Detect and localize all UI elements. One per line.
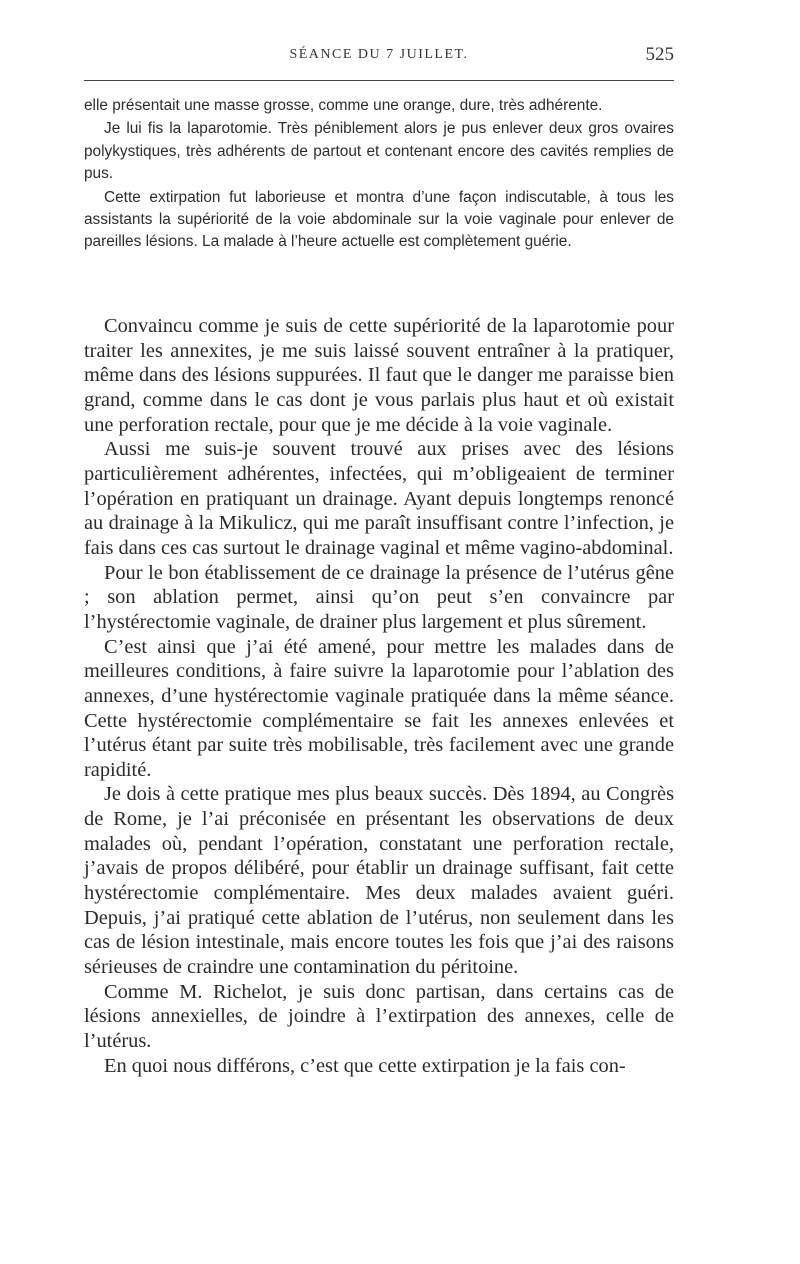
small-paragraph: Cette extirpation fut laborieuse et montra d’une façon indiscutable, à tous les assistants la supériorité de la voie abdominale sur la voie vaginale pour enlever de pareilles lésions. La malade à l’heure actuelle est complètement guérie.: [84, 188, 674, 251]
body-paragraph: Convaincu comme je suis de cette supériorité de la laparotomie pour traiter les annexites, je me suis laissé souvent entraîner à la pratiquer, même dans des lésions suppurées. Il faut que le danger me paraisse bien grand, comme dans le cas dont je vous parlais plus haut et où existait une perforation rectale, pour que je me décide à la voie vaginale.: [84, 315, 674, 436]
main-text-section: [84, 314, 674, 1078]
body-paragraph: Comme M. Richelot, je suis donc partisan, dans certains cas de lésions annexielles, de joindre à l’extirpation des annexes, celle de l’utérus.: [84, 980, 674, 1053]
body-paragraph: En quoi nous différons, c’est que cette extirpation je la fais con-: [104, 1054, 626, 1077]
body-paragraph: C’est ainsi que j’ai été amené, pour mettre les malades dans de meilleures conditions, à faire suivre la laparotomie pour l’ablation des annexes, d’une hystérectomie vaginale pratiquée dans la même séance. Cette hystérectomie complémentaire se fait les annexes enlevées et l’utérus étant par suite très mobilisable, très facilement avec une grande rapidité.: [84, 635, 674, 781]
page-number: 525: [645, 44, 674, 65]
body-paragraph: Pour le bon établissement de ce drainage la présence de l’utérus gêne ; son ablation permet, ainsi qu’on peut s’en convaincre par l’hystérectomie vaginale, de drainer plus largement et plus sûrement.: [84, 561, 674, 633]
body-paragraph: Aussi me suis-je souvent trouvé aux prises avec des lésions particulièrement adhérentes, infectées, qui m’obligeaient de terminer l’opération en pratiquant un drainage. Ayant depuis longtemps renoncé au drainage à la Mikulicz, qui me paraît insuffisant contre l’infection, je fais dans ces cas surtout le drainage vaginal et même vagino-abdominal.: [84, 438, 674, 559]
small-paragraph: elle présentait une masse grosse, comme une orange, dure, très adhérente.: [84, 97, 603, 114]
small-print-section: [84, 95, 674, 254]
page-header: [84, 44, 674, 72]
body-paragraph: Je dois à cette pratique mes plus beaux succès. Dès 1894, au Congrès de Rome, je l’ai préconisée en présentant les observations de deux malades où, pendant l’opération, constatant une perforation rectale, j’avais de propos délibéré, pour établir un drainage suffisant, fait cette hystérectomie complémentaire. Mes deux malades avaient guéri. Depuis, j’ai pratiqué cette ablation de l’utérus, non seulement dans les cas de lésion intestinale, mais encore toutes les fois que j’ai des raisons sérieuses de craindre une contamination du péritoine.: [84, 783, 674, 979]
small-paragraph: Je lui fis la laparotomie. Très péniblement alors je pus enlever deux gros ovaires polykystiques, très adhérents de partout et contenant encore des cavités remplies de pus.: [84, 120, 674, 183]
running-head: SÉANCE DU 7 JUILLET.: [289, 47, 469, 62]
header-rule: [84, 80, 674, 81]
